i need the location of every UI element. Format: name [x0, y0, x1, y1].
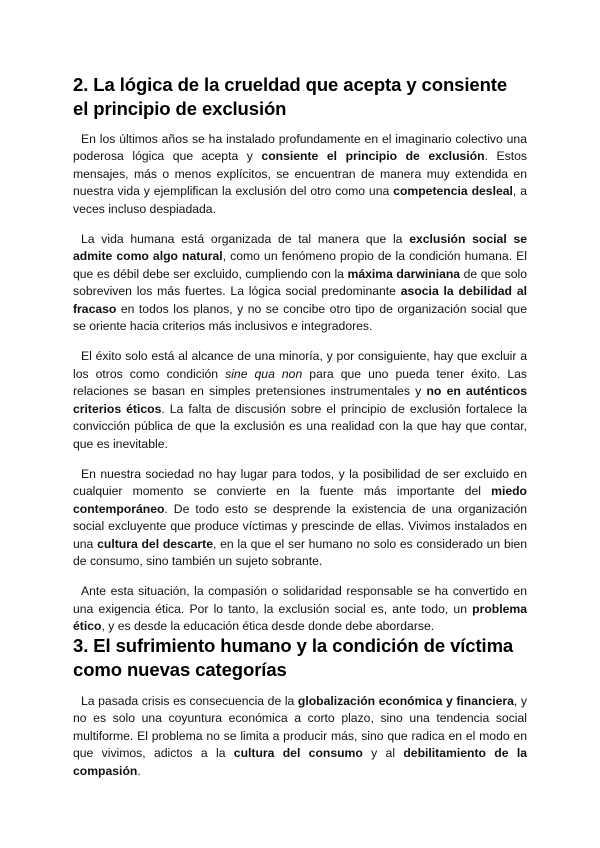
section-3-heading: 3. El sufrimiento humano y la condición de víctima como nuevas categorías: [73, 635, 514, 680]
paragraph: La vida humana está organizada de tal manera que la exclusión social se admite como algo natural, como un fenómeno propio de la condición humana. El que es débil debe ser excluido, cumpliendo con la máxima darwiniana de que solo sobreviven los más fuertes. La lógica social predominante asocia la debilidad al fracaso en todos los planos, y no se concibe otro tipo de organización social que se oriente hacia criterios más inclusivos e integradores.: [73, 232, 527, 334]
paragraph: Ante esta situación, la compasión o solidaridad responsable se ha convertido en una exigencia ética. Por lo tanto, la exclusión social es, ante todo, un problema ético, y es desde la educación ética desde donde debe abordarse.: [73, 584, 527, 634]
paragraph: En nuestra sociedad no hay lugar para todos, y la posibilidad de ser excluido en cualquier momento se convierte en la fuente más importante del miedo contemporáneo. De todo esto se desprende la existencia de una organización social excluyente que produce víctimas y prescinde de ellas. Vivimos instalados en una cultura del descarte, en la que el ser humano no solo es considerado un bien de consumo, sino también un sujeto sobrante.: [73, 466, 527, 568]
paragraph: La pasada crisis es consecuencia de la globalización económica y financiera, y no es solo una coyuntura económica a corto plazo, sino una tendencia social multiforme. El problema no se limita a producir más, sino que radica en el modo en que vivimos, adictos a la cultura del consumo y al debilitamiento de la compasión.: [73, 694, 527, 778]
section-3-body: [73, 693, 527, 780]
paragraph: El éxito solo está al alcance de una minoría, y por consiguiente, hay que excluir a los otros como condición sine qua non para que uno pueda tener éxito. Las relaciones se basan en simples pretensiones instrumentales y no en auténticos criterios éticos. La falta de discusión sobre el principio de exclusión fortalece la convicción pública de que la exclusión es una realidad con la que hay que contar, que es inevitable.: [73, 349, 527, 451]
section-2-body: [73, 131, 527, 649]
section-2-heading: 2. La lógica de la crueldad que acepta y consiente el principio de exclusión: [73, 74, 508, 119]
paragraph: En los últimos años se ha instalado profundamente en el imaginario colectivo una poderosa lógica que acepta y consiente el principio de exclusión. Estos mensajes, más o menos explícitos, se encuentran de manera muy extendida en nuestra vida y ejemplifican la exclusión del otro como una competencia desleal, a veces incluso despiadada.: [73, 132, 527, 216]
